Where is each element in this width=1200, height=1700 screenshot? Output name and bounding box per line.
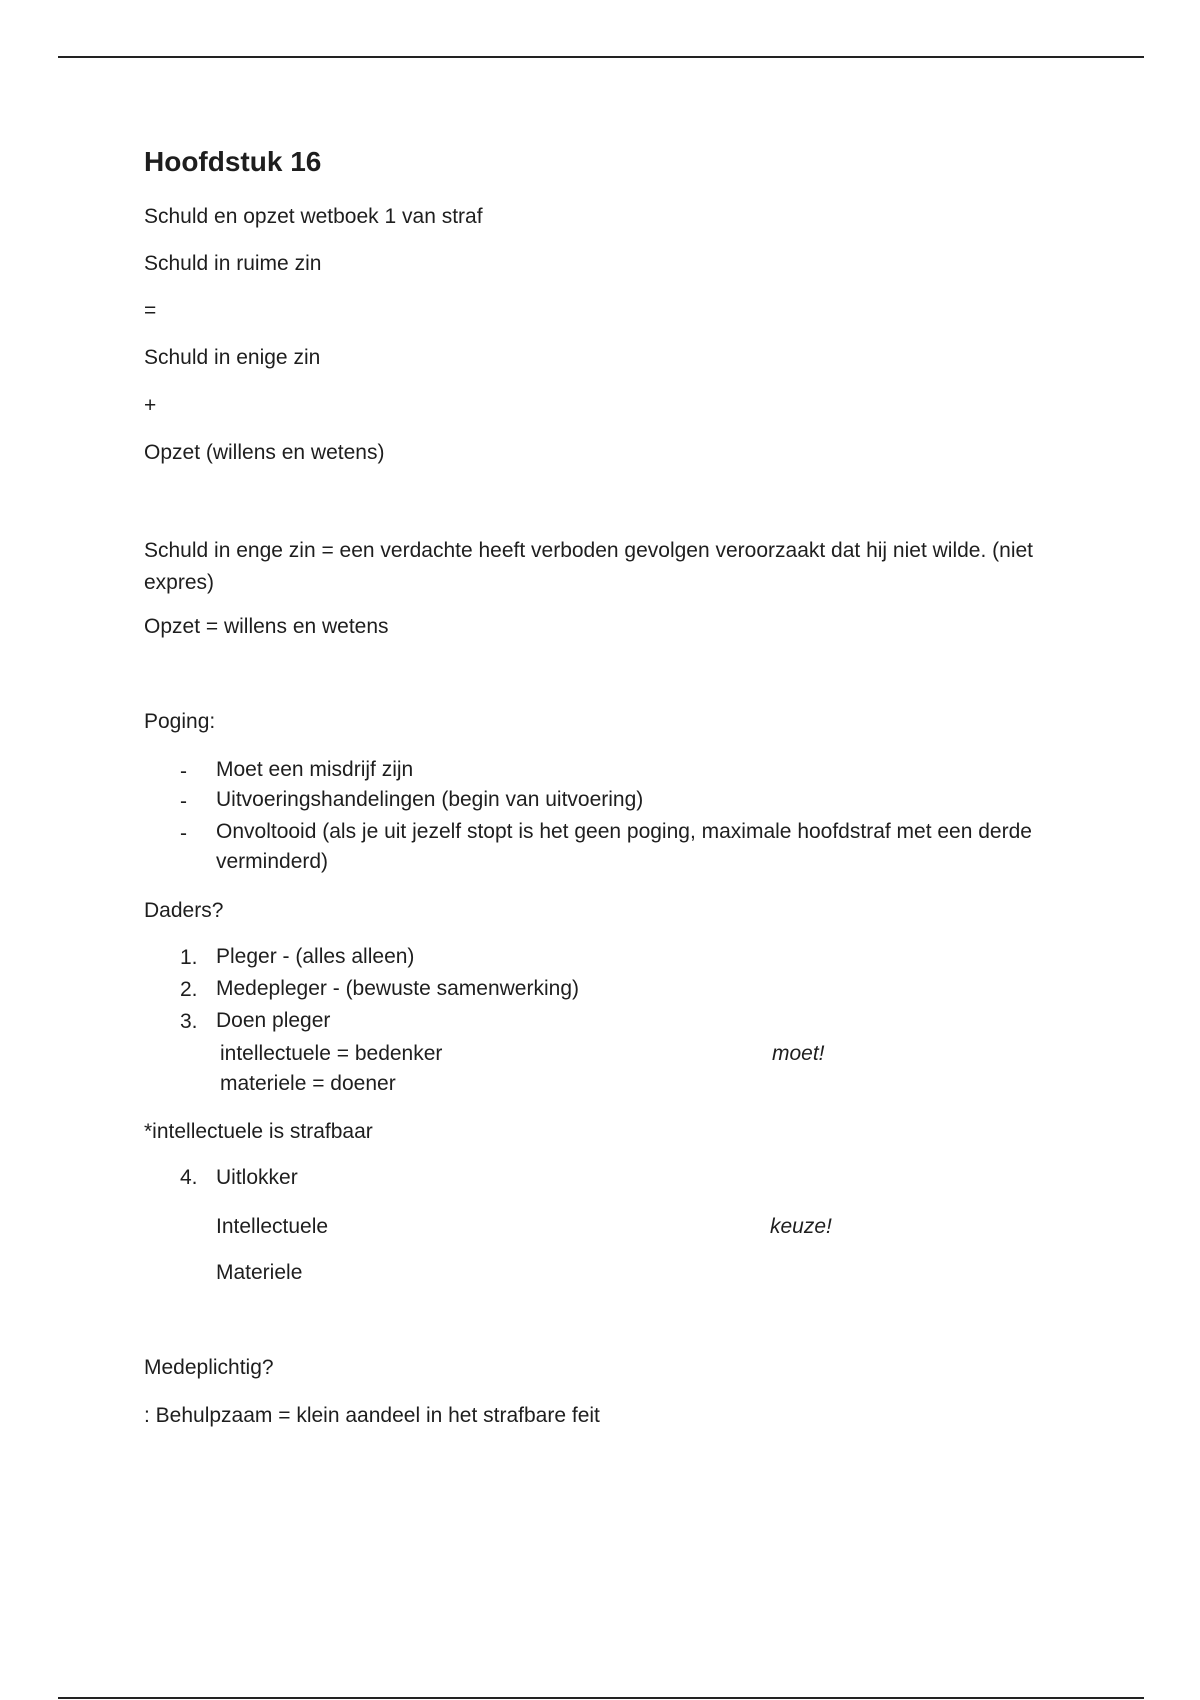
list-number: 2. bbox=[180, 978, 198, 1001]
sub-line-materiele: materiele = doener bbox=[220, 1072, 396, 1095]
list-item: Onvoltooid (als je uit jezelf stopt is het geen poging, maximale hoofdstraf met een derde verminderd) bbox=[216, 820, 1032, 873]
bullet-marker: - bbox=[180, 822, 187, 845]
bullet-marker: - bbox=[180, 760, 187, 783]
header-rule bbox=[58, 56, 1144, 58]
list-item: Pleger - (alles alleen) bbox=[216, 945, 415, 968]
list-item: Moet een misdrijf zijn bbox=[216, 758, 414, 781]
footer-rule bbox=[58, 1697, 1144, 1699]
paragraph-schuld-ruim: Schuld in ruime zin bbox=[144, 252, 322, 275]
list-number: 3. bbox=[180, 1010, 198, 1033]
sub-line-materiele-2: Materiele bbox=[216, 1261, 303, 1284]
list-item: Medepleger - (bewuste samenwerking) bbox=[216, 977, 579, 1000]
paragraph-subtitle: Schuld en opzet wetboek 1 van straf bbox=[144, 205, 483, 228]
list-item: Uitvoeringshandelingen (begin van uitvoering) bbox=[216, 788, 644, 811]
paragraph-schuld-enge: Schuld in enge zin = een verdachte heeft verboden gevolgen veroorzaakt dat hij niet wilde. (niet expres) bbox=[144, 539, 1033, 594]
paragraph-note-strafbaar: *intellectuele is strafbaar bbox=[144, 1120, 373, 1143]
note-moet: moet! bbox=[772, 1042, 825, 1065]
paragraph-plus: + bbox=[144, 394, 157, 417]
paragraph-behulpzaam: : Behulpzaam = klein aandeel in het strafbare feit bbox=[144, 1404, 600, 1427]
bullet-marker: - bbox=[180, 790, 187, 813]
sub-line-intellectuele-2: Intellectuele bbox=[216, 1215, 329, 1238]
note-keuze: keuze! bbox=[770, 1215, 832, 1238]
list-number: 4. bbox=[180, 1166, 198, 1189]
paragraph-equals: = bbox=[144, 299, 157, 322]
section-heading-medeplichtig: Medeplichtig? bbox=[144, 1356, 274, 1379]
section-heading-daders: Daders? bbox=[144, 899, 224, 922]
paragraph-opzet-def: Opzet = willens en wetens bbox=[144, 615, 389, 638]
list-item-uitlokker: Uitlokker bbox=[216, 1166, 298, 1189]
section-heading-poging: Poging: bbox=[144, 710, 216, 733]
list-item: Doen pleger bbox=[216, 1009, 331, 1032]
sub-line-intellectuele: intellectuele = bedenker bbox=[220, 1042, 443, 1065]
paragraph-schuld-enige: Schuld in enige zin bbox=[144, 346, 321, 369]
paragraph-opzet: Opzet (willens en wetens) bbox=[144, 441, 385, 464]
list-number: 1. bbox=[180, 946, 198, 969]
page-title: Hoofdstuk 16 bbox=[144, 146, 322, 177]
